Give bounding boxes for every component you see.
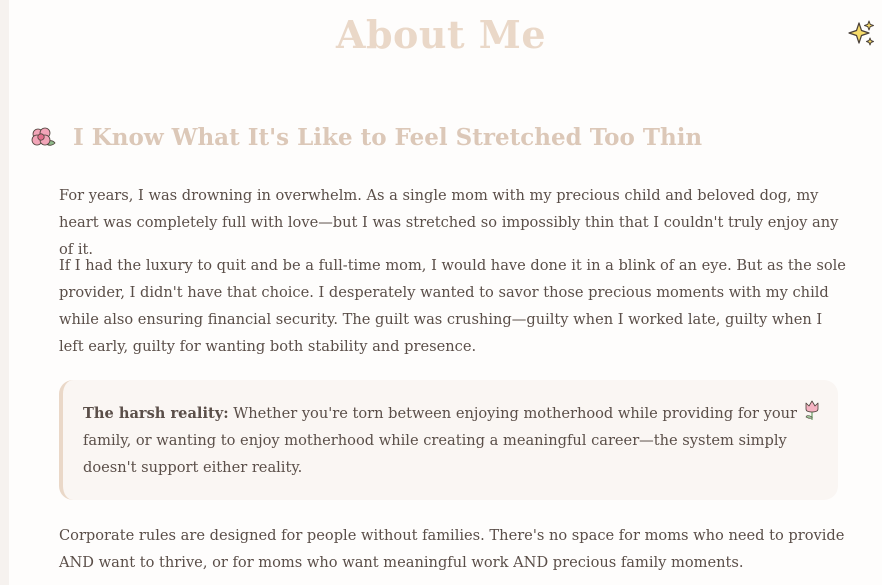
left-edge-strip (0, 0, 9, 585)
body-paragraph: For years, I was drowning in overwhelm. As a single mom with my precious child and beloved dog, my heart was completely full with love—but I was stretched so impossibly thin that I couldn't truly enjoy any of it. (59, 187, 839, 258)
callout-body: Whether you're torn between enjoying motherhood while providing for your family, or wanting to enjoy motherhood while creating a meaningful career—the system simply doesn't support either reality. (83, 405, 798, 476)
callout-text (83, 400, 808, 481)
section-heading (30, 124, 702, 151)
tulip-icon (802, 399, 822, 421)
callout-label: The harsh reality: (83, 405, 229, 422)
section-title: I Know What It's Like to Feel Stretched Too Thin (73, 124, 703, 151)
body-paragraph: If I had the luxury to quit and be a full-time mom, I would have done it in a blink of an eye. But as the sole provider, I didn't have that choice. I desperately wanted to savor those precious moments with my child while also ensuring financial security. The guilt was crushing—guilty when I worked late, guilty when I left early, guilty for wanting both stability and presence. (59, 257, 846, 355)
sparkles-icon (846, 19, 876, 49)
closing-paragraph: Corporate rules are designed for people without families. There's no space for moms who need to provide AND want to thrive, or for moms who want meaningful work AND precious family moments. (59, 527, 845, 571)
flower-icon (30, 126, 58, 150)
page-title: About Me (335, 12, 547, 57)
callout-box (59, 380, 838, 500)
